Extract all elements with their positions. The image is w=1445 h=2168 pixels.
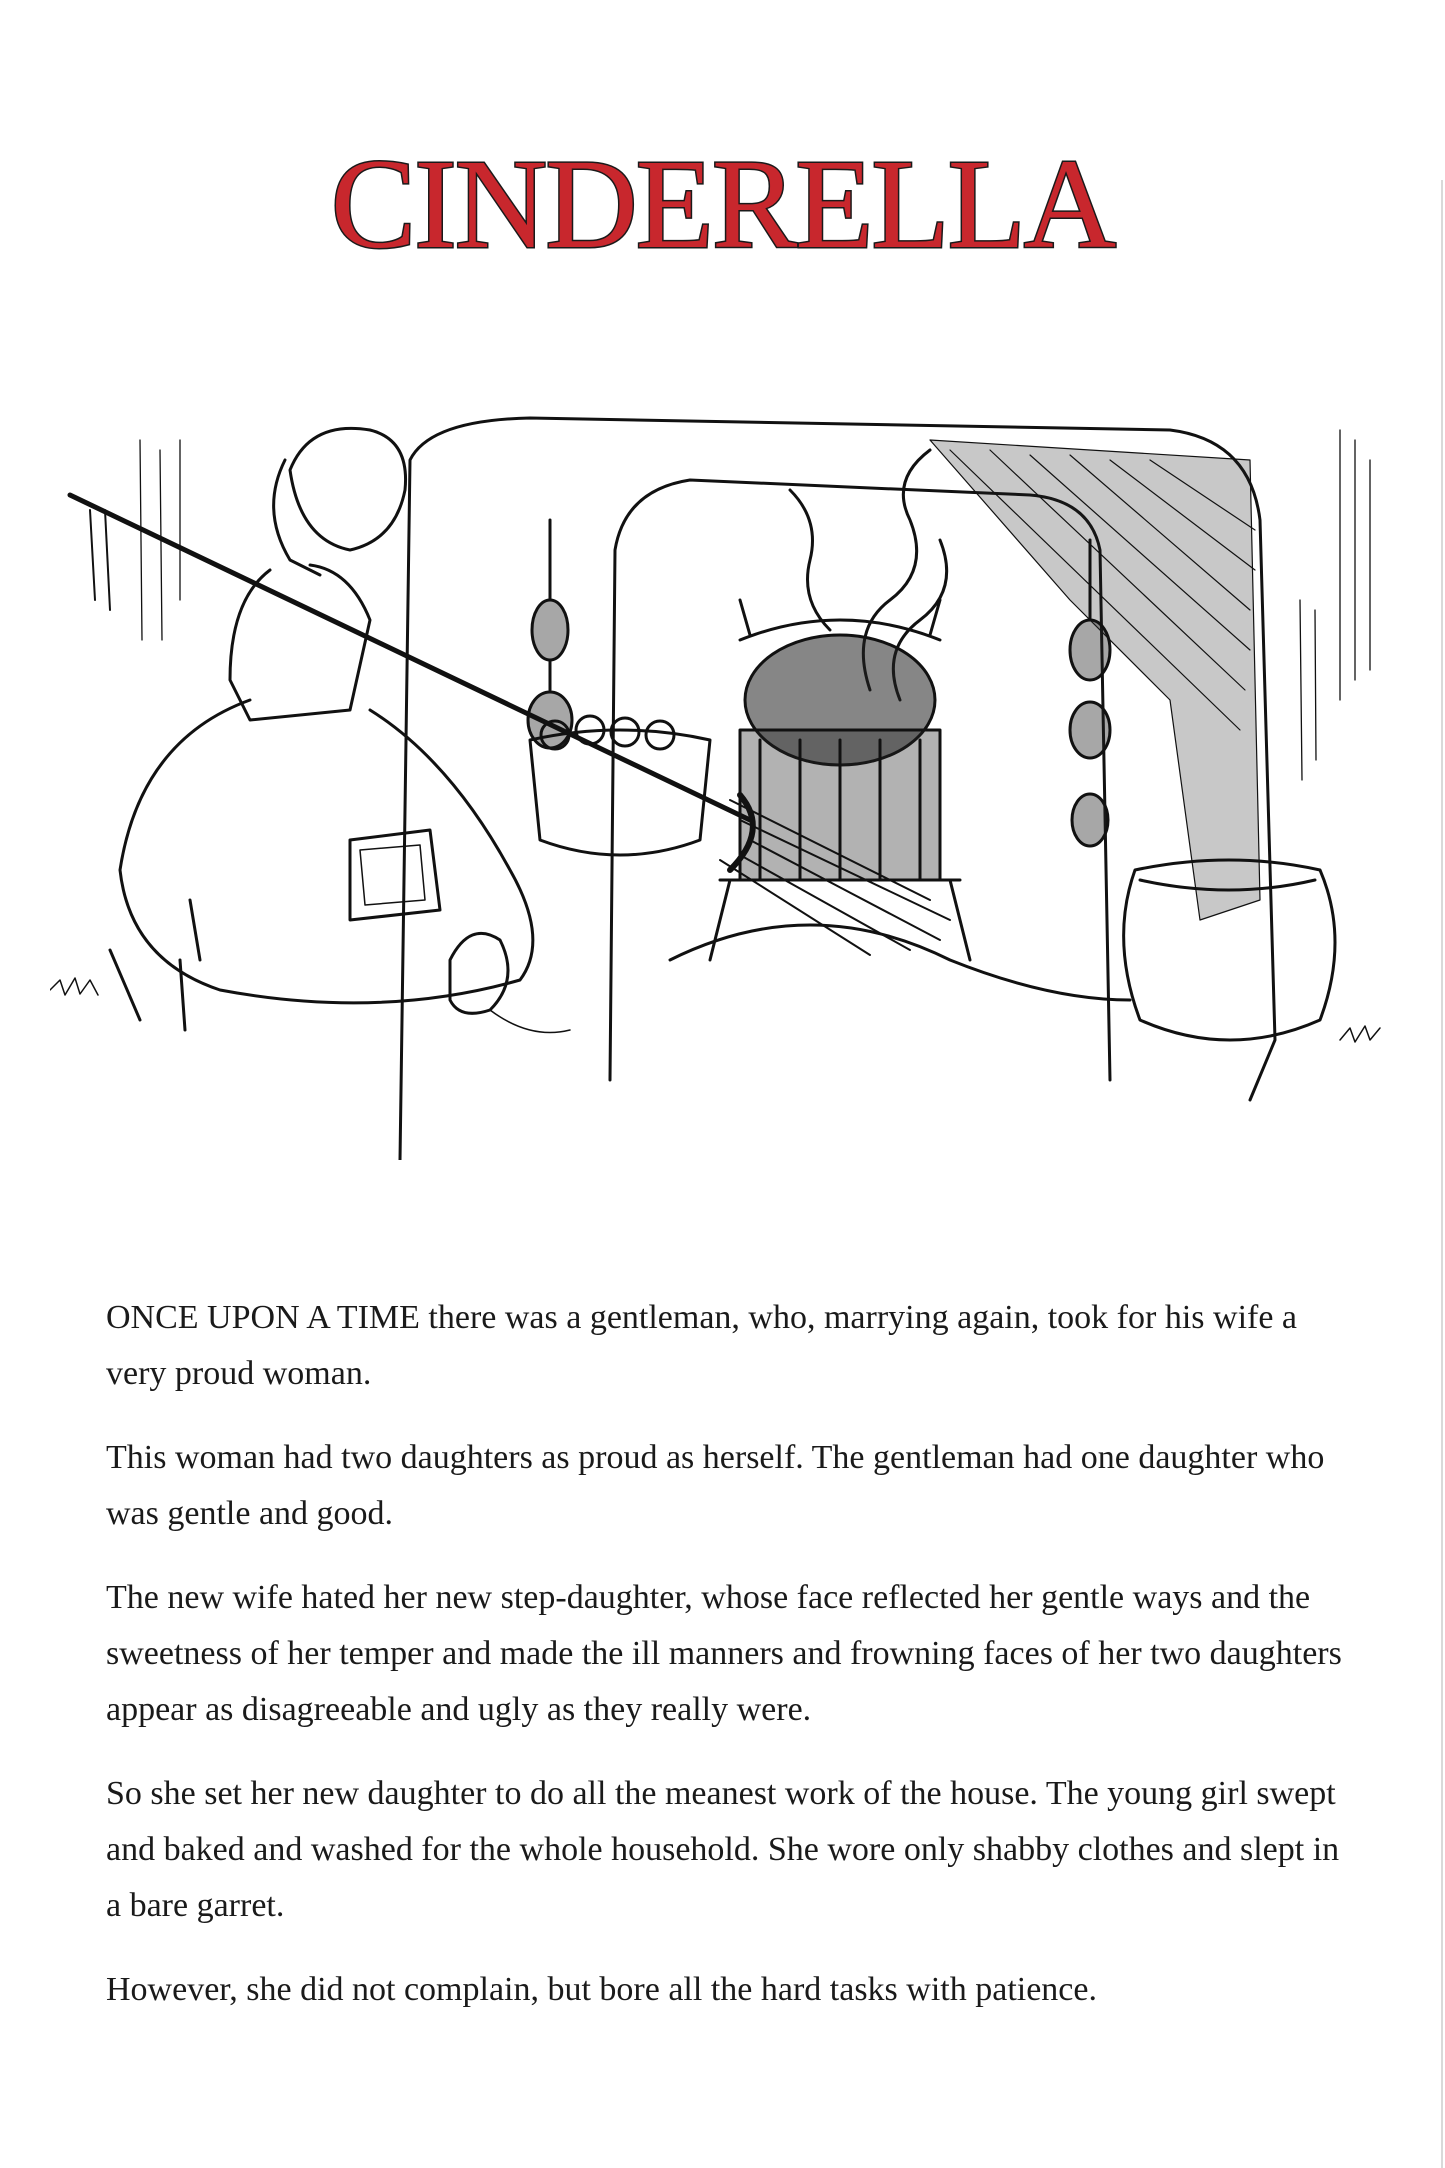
title-block — [0, 133, 1445, 275]
mouse — [450, 933, 508, 1013]
story-paragraph-5: However, she did not complain, but bore all the hard tasks with patience. — [106, 1971, 1097, 2008]
skirt-patch — [350, 830, 440, 920]
andiron-right-top — [1070, 620, 1110, 680]
grass-left — [50, 978, 98, 995]
story-paragraph-2: This woman had two daughters as proud as herself. The gentleman had one daughter who was gentle and good. — [106, 1439, 1325, 1532]
story-paragraph-4: So she set her new daughter to do all the meanest work of the house. The young girl swept and baked and washed for the whole household. She wore only shabby clothes and slept in a bare garret. — [106, 1775, 1340, 1924]
girl-skirt — [120, 700, 533, 1003]
girl-head — [290, 428, 406, 550]
girl-bodice — [230, 565, 370, 720]
ash-mound — [670, 925, 1130, 1000]
stool — [110, 950, 185, 1030]
page-title: CINDERELLA — [330, 133, 1115, 275]
story-paragraph-1: ONCE UPON A TIME there was a gentleman, who, marrying again, took for his wife a very proud woman. — [106, 1299, 1298, 1392]
page-edge-rule — [1441, 180, 1443, 2168]
grass-right — [1340, 1026, 1380, 1042]
girl-headscarf — [274, 460, 320, 575]
story-text — [106, 1290, 1346, 2046]
hearth-illustration — [50, 400, 1400, 1160]
story-paragraph-3: The new wife hated her new step-daughter, whose face reflected her gentle ways and the sweetness of her temper and made the ill manners and frowning faces of her two daughters appear as disagreeable and ugly as they really were. — [106, 1579, 1342, 1728]
andiron-left-top — [532, 600, 568, 660]
